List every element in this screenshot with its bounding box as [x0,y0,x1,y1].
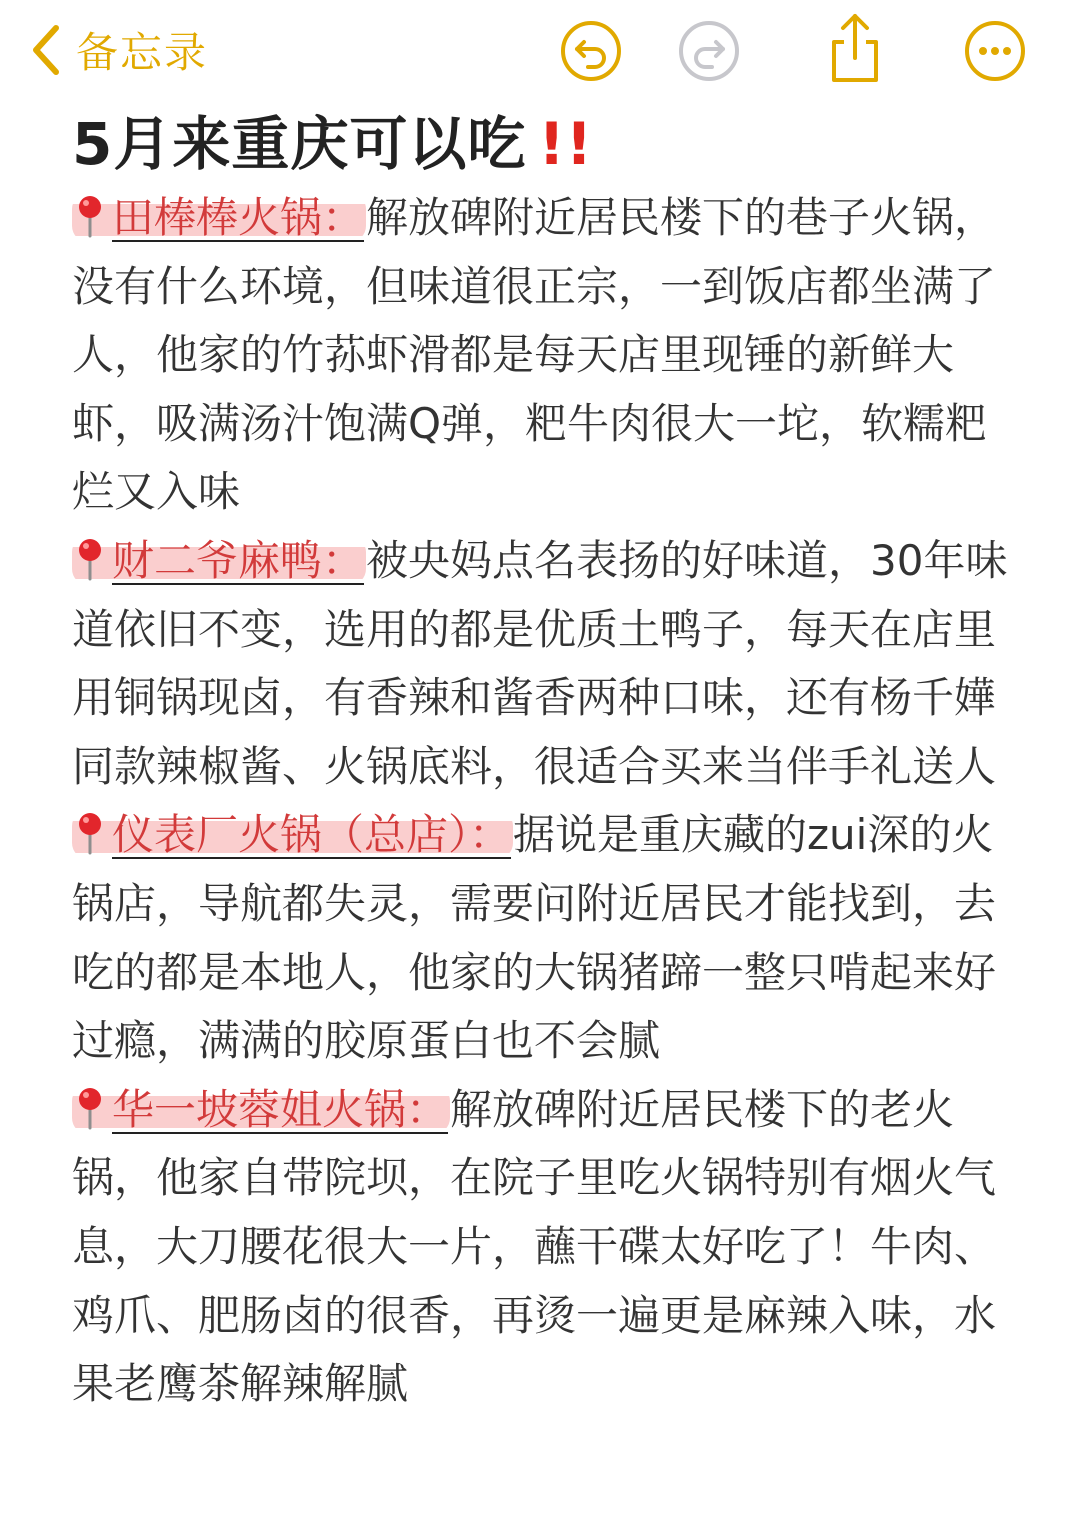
more-button[interactable] [962,18,1028,84]
round-pushpin-icon [74,537,106,581]
restaurant-name: 华一坡蓉姐火锅： [112,1084,449,1134]
navigation-toolbar [0,0,1080,100]
note-entry [72,184,1012,527]
restaurant-name: 田棒棒火锅： [112,193,365,242]
redo-icon [676,18,742,84]
entry-text: 解放碑附近居民楼下的老火锅，他家自带院坝，在院子里吃火锅特别有烟火气息，大刀腰花很大一片，蘸干碟太好吃了！牛肉、鸡爪、肥肠卤的很香，再烫一遍更是麻辣入味，水果老鹰茶解辣解腻 [72,1084,997,1409]
share-icon [822,10,888,86]
round-pushpin-icon [74,1086,106,1130]
restaurant-name-highlight [72,536,366,585]
more-icon [962,18,1028,84]
entry-text: 解放碑附近居民楼下的巷子火锅，没有什么环境，但味道很正宗，一到饭店都坐满了人，他家的竹荪虾滑都是每天店里现锤的新鲜大虾，吸满汤汁饱满Q弹，粑牛肉很大一坨，软糯粑烂又入味 [72,193,997,517]
note-title [72,108,1012,184]
share-button[interactable] [822,10,888,86]
restaurant-name: 财二爷麻鸭： [112,535,365,585]
note-title-text: 5月来重庆可以吃 [72,110,527,178]
restaurant-name-highlight [72,193,366,242]
back-button[interactable] [28,18,208,82]
round-pushpin-icon [74,811,106,855]
restaurant-name-highlight [72,810,513,859]
redo-button[interactable] [676,18,742,84]
round-pushpin-icon [74,194,106,238]
entry-text: 被央妈点名表扬的好味道，30年味道依旧不变，选用的都是优质土鸭子，每天在店里用铜锅现卤，有香辣和酱香两种口味，还有杨千嬅同款辣椒酱、火锅底料，很适合买来当伴手礼送人 [72,535,1008,791]
note-entry [72,801,1012,1075]
restaurant-name-highlight [72,1085,450,1134]
chevron-left-icon [28,22,62,78]
back-label: 备忘录 [76,28,209,77]
double-exclamation-icon: !! [538,110,594,178]
undo-button[interactable] [558,18,624,84]
entry-text: 据说是重庆藏的zui深的火锅店，导航都失灵，需要问附近居民才能找到，去吃的都是本地人，他家的大锅猪蹄一整只啃起来好过瘾，满满的胶原蛋白也不会腻 [72,810,997,1066]
note-entry [72,1076,1012,1419]
note-body[interactable] [72,108,1012,1419]
undo-icon [558,18,624,84]
note-entry [72,527,1012,801]
restaurant-name: 仪表厂火锅（总店）： [112,810,512,860]
